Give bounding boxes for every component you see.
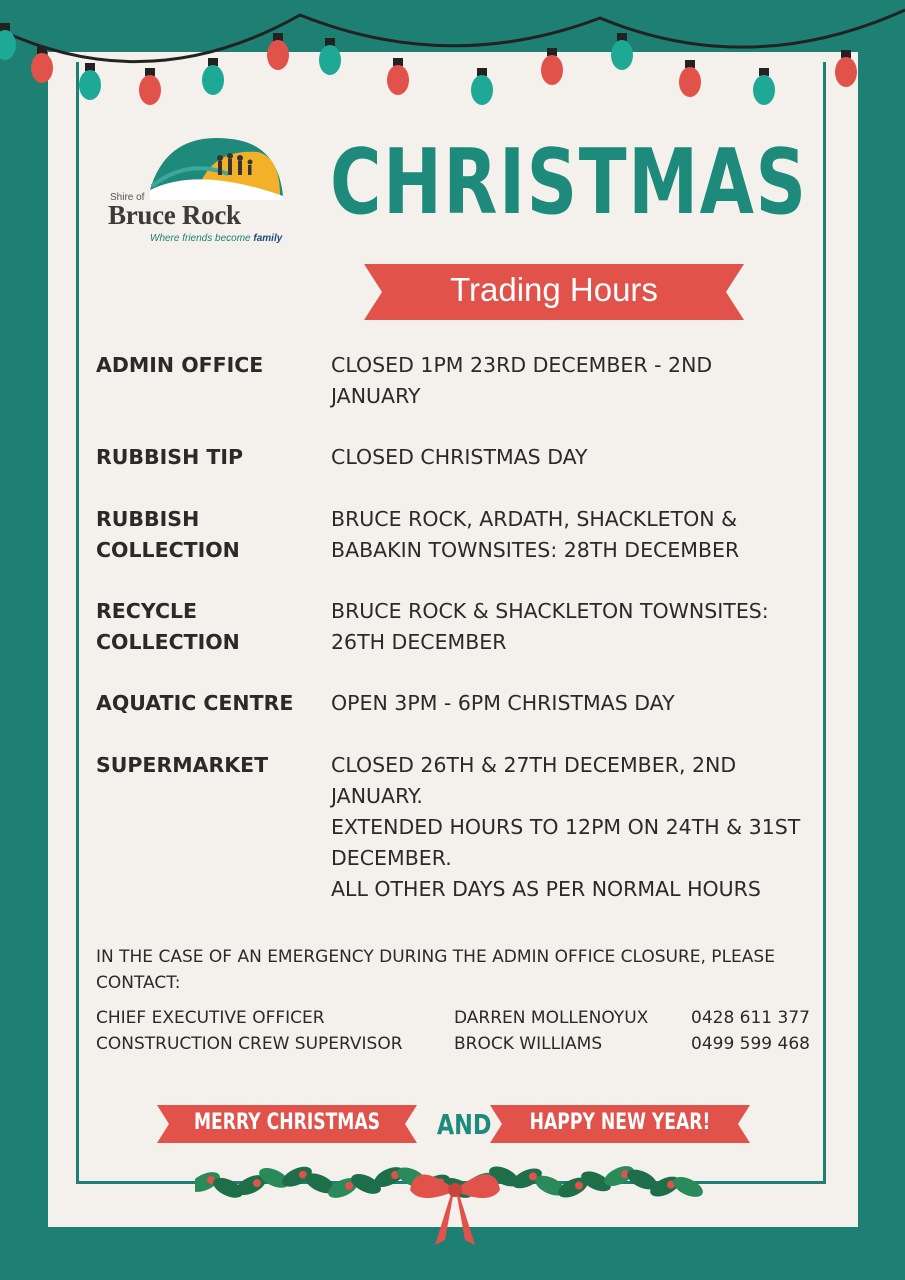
bulb-cap [759, 68, 769, 76]
contact-role: CONSTRUCTION CREW SUPERVISOR [96, 1034, 403, 1054]
footer-and: AND [436, 1108, 492, 1141]
light-bulb-icon [387, 65, 409, 95]
subtitle: Trading Hours [450, 271, 658, 308]
logo-name-text: Bruce Rock [108, 200, 241, 230]
schedule-value: CLOSED 1PM 23RD DECEMBER - 2ND JANUARY [331, 353, 713, 408]
holly-berry [253, 1179, 261, 1187]
light-bulb-icon [267, 40, 289, 70]
holly-berry [345, 1182, 353, 1190]
schedule-value: CLOSED CHRISTMAS DAY [331, 445, 588, 469]
schedule-label: AQUATIC CENTRE [96, 691, 294, 715]
schedule-label: SUPERMARKET [96, 753, 269, 777]
page-title: CHRISTMAS [330, 130, 808, 235]
christmas-lights [0, 0, 905, 120]
schedule-label: RUBBISH TIP [96, 445, 244, 469]
light-bulb-icon [202, 65, 224, 95]
bulb-cap [841, 50, 851, 58]
light-bulb-icon [471, 75, 493, 105]
bulb-cap [617, 33, 627, 41]
contact-phone: 0499 599 468 [691, 1034, 810, 1054]
logo-tagline-prefix: Where friends become [150, 233, 254, 244]
footer-left-text: MERRY CHRISTMAS [193, 1110, 381, 1135]
bulb-cap [685, 60, 695, 68]
light-bulb-icon [541, 55, 563, 85]
light-bulb-icon [79, 70, 101, 100]
schedule-label: ADMIN OFFICE [96, 353, 264, 377]
schedule-value: BRUCE ROCK, ARDATH, SHACKLETON & BABAKIN TOWNSITES: 28TH DECEMBER [331, 507, 740, 562]
logo-shire-text: Shire of [110, 192, 145, 203]
schedule-label: RECYCLE COLLECTION [96, 599, 240, 654]
holly-garland-icon [195, 1150, 715, 1250]
light-bulb-icon [31, 53, 53, 83]
bulb-cap [145, 68, 155, 76]
bulb-cap [37, 46, 47, 54]
schedule-label: RUBBISH COLLECTION [96, 507, 240, 562]
schedule-value: OPEN 3PM - 6PM CHRISTMAS DAY [331, 691, 675, 715]
schedule-value: CLOSED 26TH & 27TH DECEMBER, 2ND JANUARY. EXTENDED HOURS TO 12PM ON 24TH & 31ST DECEMBER. ALL OTHER DAYS AS PER NORMAL HOURS [331, 753, 801, 901]
contact-role: CHIEF EXECUTIVE OFFICER [96, 1008, 325, 1028]
logo-tagline [150, 233, 282, 244]
light-bulb-icon [753, 75, 775, 105]
contact-name: DARREN MOLLENOYUX [454, 1008, 649, 1028]
light-bulb-icon [611, 40, 633, 70]
contact-name: BROCK WILLIAMS [454, 1034, 603, 1054]
holly-berry [575, 1182, 583, 1190]
bulb-cap [477, 68, 487, 76]
light-bulb-icon [139, 75, 161, 105]
bow-icon [410, 1174, 500, 1245]
bulb-cap [547, 48, 557, 56]
bulb-cap [0, 23, 10, 31]
bulb-cap [393, 58, 403, 66]
light-bulb-icon [679, 67, 701, 97]
bulb-cap [273, 33, 283, 41]
schedule-value: BRUCE ROCK & SHACKLETON TOWNSITES: 26TH DECEMBER [331, 599, 769, 654]
bulb-cap [85, 63, 95, 71]
bulb-cap [325, 38, 335, 46]
logo-tagline-emph: family [253, 233, 283, 244]
bulb-cap [208, 58, 218, 66]
contact-phone: 0428 611 377 [691, 1008, 810, 1028]
light-bulb-icon [319, 45, 341, 75]
emergency-note: IN THE CASE OF AN EMERGENCY DURING THE ADMIN OFFICE CLOSURE, PLEASE CONTACT: [96, 947, 775, 993]
footer-right-text: HAPPY NEW YEAR! [529, 1110, 711, 1135]
light-bulb-icon [835, 57, 857, 87]
